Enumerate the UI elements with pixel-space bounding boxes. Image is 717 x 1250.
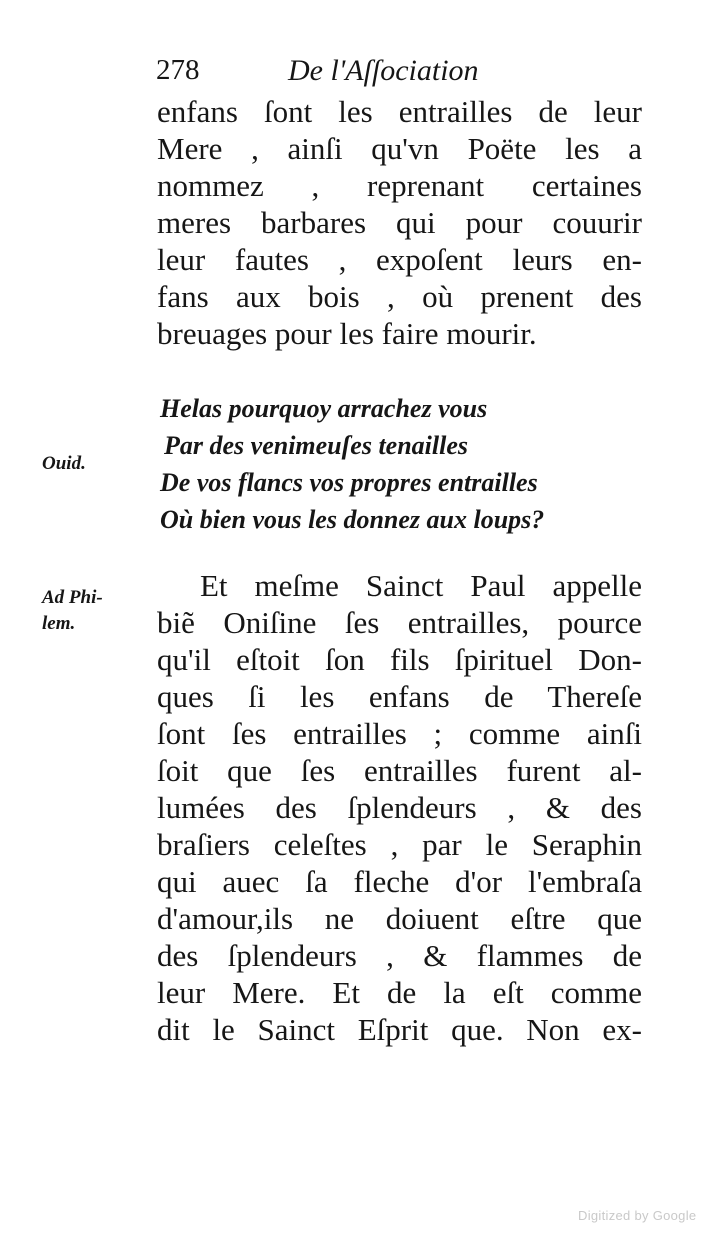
text-line: ſoit que ſes entrailles furent al- bbox=[157, 753, 642, 788]
text-line: nommez , reprenant certaines bbox=[157, 168, 642, 203]
text-line: ſont ſes entrailles ; comme ainſi bbox=[157, 716, 642, 751]
text-line: ques ſi les enfans de Thereſe bbox=[157, 679, 642, 714]
page-number: 278 bbox=[156, 54, 200, 86]
verse-line: Par des venimeuſes tenailles bbox=[164, 431, 469, 460]
verse-line: Helas pourquoy arrachez vous bbox=[160, 394, 488, 423]
verse-line: Où bien vous les donnez aux loups? bbox=[160, 505, 545, 534]
text-line: leur fautes , expoſent leurs en- bbox=[157, 242, 642, 277]
margin-note-ad-phi: Ad Phi- bbox=[42, 587, 103, 608]
text-line: leur Mere. Et de la eſt comme bbox=[157, 975, 642, 1010]
text-line: qu'il eſtoit ſon fils ſpirituel Don- bbox=[157, 642, 642, 677]
paragraph-1 bbox=[157, 93, 642, 352]
text-line: meres barbares qui pour couurir bbox=[157, 205, 642, 240]
running-title: De l'Aſſociation bbox=[288, 54, 479, 87]
text-line: d'amour,ils ne doiuent eſtre que bbox=[157, 901, 642, 936]
text-line: braſiers celeſtes , par le Seraphin bbox=[157, 827, 642, 862]
text-line: biẽ Oniſine ſes entrailles, pource bbox=[157, 605, 642, 640]
margin-note-lem: lem. bbox=[42, 613, 76, 634]
text-line: lumées des ſplendeurs , & des bbox=[157, 790, 642, 825]
text-line: qui auec ſa fleche d'or l'embraſa bbox=[157, 864, 642, 899]
margin-note-ouid: Ouid. bbox=[42, 453, 86, 474]
text-line: des ſplendeurs , & flammes de bbox=[157, 938, 642, 973]
digitization-watermark: Digitized by Google bbox=[578, 1208, 697, 1223]
text-line: enfans ſont les entrailles de leur bbox=[157, 94, 642, 129]
text-line: fans aux bois , où prenent des bbox=[157, 279, 642, 314]
text-line: Et meſme Sainct Paul appelle bbox=[200, 568, 642, 603]
text-line: Mere , ainſi qu'vn Poëte les a bbox=[157, 131, 642, 166]
verse-quotation bbox=[160, 390, 630, 538]
text-line: dit le Sainct Eſprit que. Non ex- bbox=[157, 1012, 642, 1047]
text-line: breuages pour les faire mourir. bbox=[157, 316, 537, 351]
page-header bbox=[156, 52, 626, 96]
paragraph-2 bbox=[157, 567, 642, 1048]
verse-line: De vos flancs vos propres entrailles bbox=[160, 468, 538, 497]
